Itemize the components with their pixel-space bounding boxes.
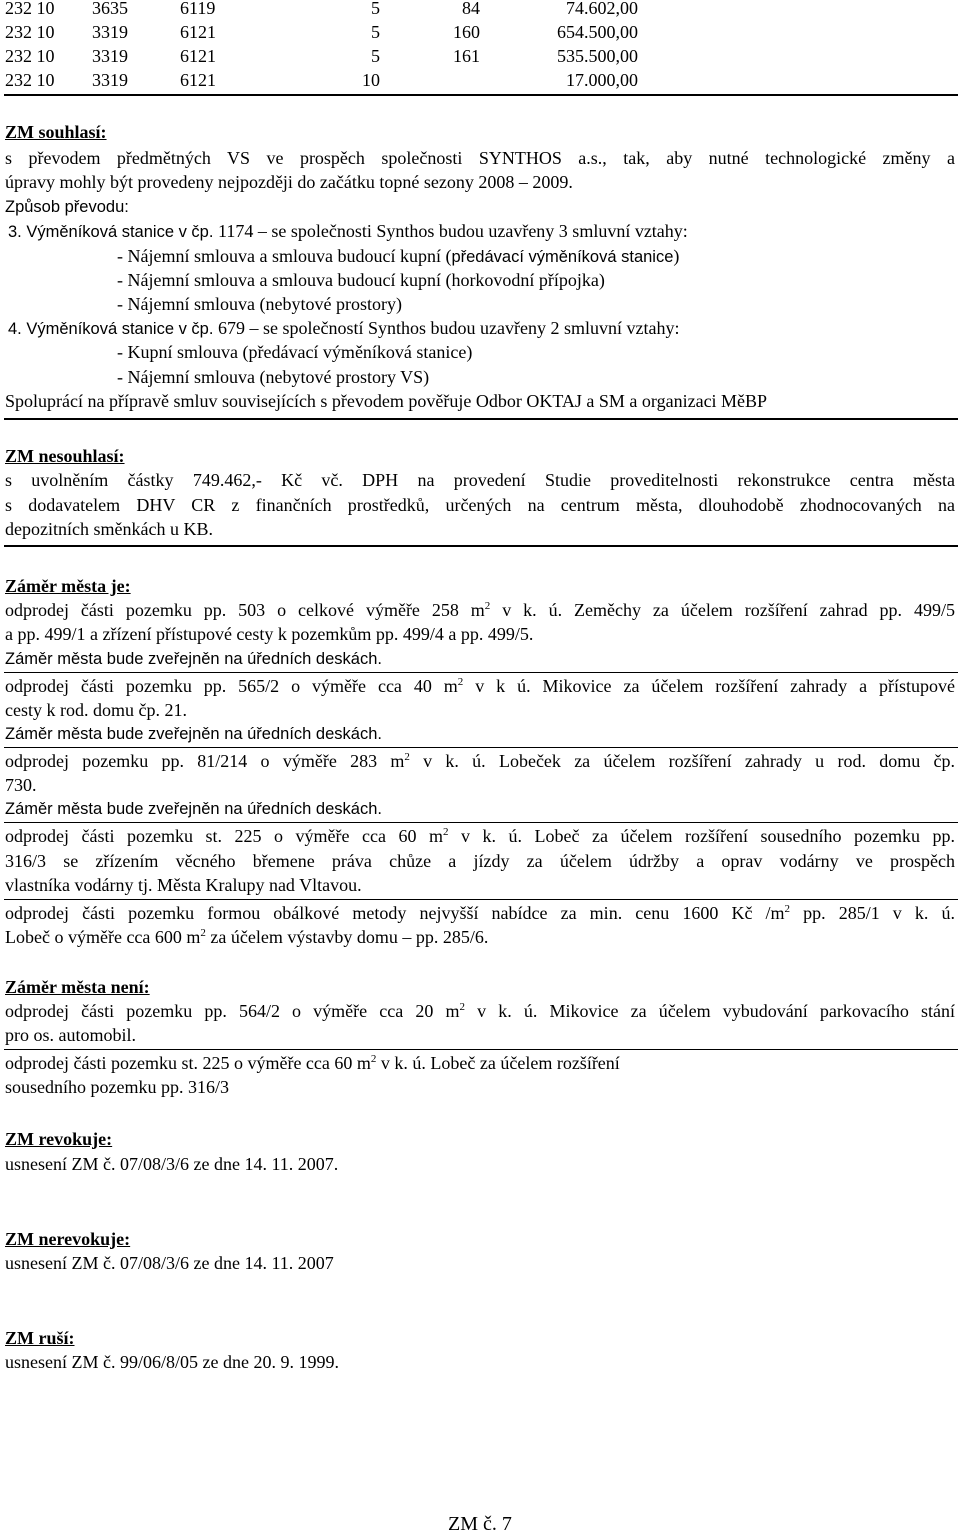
paragraph-line: 316/3 se zřízením věcného břemene práva chůze a jízdy za účelem údržby a oprav vodárny ve prospěch (5, 851, 955, 871)
text-span: odprodej části pozemku st. 225 o výměře cca 60 m (5, 1053, 371, 1073)
section-heading-zamer-neni: Záměr města není: (5, 977, 150, 997)
paragraph-line: cesty k rod. domu čp. 21. (5, 700, 187, 720)
item-divider (4, 672, 958, 673)
paragraph-line (5, 750, 955, 772)
list-subitem (117, 245, 679, 268)
table-cell: 6121 (180, 22, 216, 42)
table-cell: 3319 (92, 70, 128, 90)
text-span: v k. ú. Lobeček za účelem rozšíření zahrady u rod. domu čp. (409, 751, 955, 771)
table-cell: 6119 (180, 0, 216, 18)
section-divider (4, 545, 958, 547)
paragraph-line: s převodem předmětných VS ve prospěch společnosti SYNTHOS a.s., tak, aby nutné technologické změny a (5, 148, 955, 168)
superscript: 2 (200, 927, 206, 939)
paragraph-line: depozitních směnkách u KB. (5, 519, 213, 539)
paragraph-line (5, 675, 955, 697)
section-heading-nesouhlasi: ZM nesouhlasí: (5, 446, 125, 466)
text-span: odprodej části pozemku pp. 503 o celkové výměře 258 m (5, 600, 485, 620)
superscript: 2 (404, 751, 410, 763)
paragraph-line (5, 1000, 955, 1022)
table-cell: 10 (362, 70, 380, 90)
section-divider (4, 94, 958, 96)
table-cell: 74.602,00 (566, 0, 638, 18)
text-span: v k ú. Mikovice za účelem rozšíření zahrady a přístupové (463, 676, 955, 696)
section-heading-rusi: ZM ruší: (5, 1328, 75, 1348)
table-cell: 5 (371, 22, 380, 42)
table-cell: 232 10 (5, 46, 55, 66)
paragraph-line (5, 902, 955, 924)
text-span: v k. ú. Zeměchy za účelem rozšíření zahrad pp. 499/5 (490, 600, 955, 620)
table-cell: 654.500,00 (557, 22, 638, 42)
list-subitem-text: předávací výměníková stanice (451, 248, 674, 266)
table-cell: 5 (371, 0, 380, 18)
superscript: 2 (370, 1053, 377, 1065)
table-cell: 3635 (92, 0, 128, 18)
paragraph-line: pro os. automobil. (5, 1025, 136, 1045)
text-span: odprodej části pozemku pp. 564/2 o výměře cca 20 m (5, 1001, 460, 1021)
table-cell: 6121 (180, 46, 216, 66)
paragraph-line: vlastníka vodárny tj. Města Kralupy nad Vltavou. (5, 875, 362, 895)
section-heading-souhlasi: ZM souhlasí: (5, 122, 107, 142)
section-divider (4, 418, 958, 420)
section-heading-nerevokuje: ZM nerevokuje: (5, 1229, 131, 1249)
list-item-label: 3. Výměníková stanice v čp. (8, 223, 219, 241)
section-heading-zamer-je: Záměr města je: (5, 576, 131, 596)
paragraph-line: sousedního pozemku pp. 316/3 (5, 1077, 229, 1097)
text-span: v k. ú. Lobeč za účelem rozšíření (376, 1053, 620, 1073)
text-span: odprodej části pozemku formou obálkové metody nejvyšší nabídce za min. cenu 1600 Kč /m (5, 903, 785, 923)
paragraph-line: úpravy mohly být provedeny nejpozději do začátku topné sezony 2008 – 2009. (5, 172, 573, 192)
section-heading-revokuje: ZM revokuje: (5, 1129, 113, 1149)
paragraph-line: Spoluprácí na přípravě smluv souvisejících s převodem pověřuje Odbor OKTAJ a SM a organizaci MěBP (5, 391, 768, 411)
paragraph-line: usnesení ZM č. 07/08/3/6 ze dne 14. 11. 2007. (5, 1154, 339, 1174)
list-item-text: 1174 – se společnosti Synthos budou uzavřeny 3 smluvní vztahy: (218, 221, 688, 241)
page-footer: ZM č. 7 (448, 1513, 512, 1535)
list-item (8, 220, 688, 243)
table-cell: 161 (453, 46, 480, 66)
paragraph-line: Způsob převodu: (5, 198, 129, 216)
paragraph-line (5, 1052, 620, 1074)
text-span: odprodej části pozemku st. 225 o výměře cca 60 m (5, 826, 444, 846)
paragraph-line (5, 599, 955, 621)
table-cell: 160 (453, 22, 480, 42)
superscript: 2 (784, 903, 791, 915)
table-cell: 535.500,00 (557, 46, 638, 66)
list-item-text: 679 – se společností Synthos budou uzavřeny 2 smluvní vztahy: (218, 318, 680, 338)
list-subitem: - Nájemní smlouva (nebytové prostory VS) (117, 367, 430, 387)
table-cell: 232 10 (5, 22, 55, 42)
list-subitem: - Nájemní smlouva a smlouva budoucí kupní (horkovodní přípojka) (117, 270, 605, 290)
table-cell: 3319 (92, 22, 128, 42)
table-cell: 232 10 (5, 70, 55, 90)
item-divider (4, 822, 958, 823)
list-subitem-text: ) (673, 246, 680, 266)
publication-note: Záměr města bude zveřejněn na úředních deskách. (5, 725, 382, 743)
table-cell: 5 (371, 46, 380, 66)
publication-note: Záměr města bude zveřejněn na úředních deskách. (5, 650, 382, 668)
text-span: Lobeč o výměře cca 600 m (5, 927, 201, 947)
paragraph-line (5, 926, 488, 948)
table-cell: 6121 (180, 70, 216, 90)
text-span: odprodej části pozemku pp. 565/2 o výměře cca 40 m (5, 676, 458, 696)
publication-note: Záměr města bude zveřejněn na úředních deskách. (5, 800, 382, 818)
text-span: pp. 285/1 v k. ú. (790, 903, 955, 923)
table-cell: 84 (462, 0, 480, 18)
text-span: za účelem výstavby domu – pp. 285/6. (205, 927, 489, 947)
item-divider (4, 1049, 958, 1050)
item-divider (4, 747, 958, 748)
paragraph-line: usnesení ZM č. 99/06/8/05 ze dne 20. 9. 1999. (5, 1352, 339, 1372)
text-span: v k. ú. Lobeč za účelem rozšíření sousedního pozemku pp. (448, 826, 956, 846)
superscript: 2 (443, 826, 449, 838)
paragraph-line: a pp. 499/1 a zřízení přístupové cesty k pozemkům pp. 499/4 a pp. 499/5. (5, 624, 534, 644)
paragraph-line (5, 825, 955, 847)
paragraph-line: usnesení ZM č. 07/08/3/6 ze dne 14. 11. 2007 (5, 1253, 334, 1273)
text-span: v k. ú. Mikovice za účelem vybudování parkovacího stání (465, 1001, 955, 1021)
list-item (8, 317, 679, 340)
superscript: 2 (484, 600, 491, 612)
list-item-label: 4. Výměníková stanice v čp. (8, 320, 219, 338)
paragraph-line: s uvolněním částky 749.462,- Kč vč. DPH na provedení Studie proveditelnosti rekonstrukce centra města (5, 470, 955, 490)
paragraph-line: s dodavatelem DHV CR z finančních prostředků, určených na centrum města, dlouhodobě zhodnocovaných na (5, 495, 955, 515)
paragraph-line: 730. (5, 775, 37, 795)
item-divider (4, 899, 958, 900)
text-span: odprodej pozemku pp. 81/214 o výměře 283 m (5, 751, 405, 771)
list-subitem-text: - Nájemní smlouva a smlouva budoucí kupní ( (117, 246, 452, 266)
superscript: 2 (457, 676, 464, 688)
table-cell: 17.000,00 (566, 70, 638, 90)
superscript: 2 (459, 1001, 465, 1013)
list-subitem: - Nájemní smlouva (nebytové prostory) (117, 294, 402, 314)
table-cell: 3319 (92, 46, 128, 66)
list-subitem: - Kupní smlouva (předávací výměníková stanice) (117, 342, 473, 362)
table-cell: 232 10 (5, 0, 55, 18)
